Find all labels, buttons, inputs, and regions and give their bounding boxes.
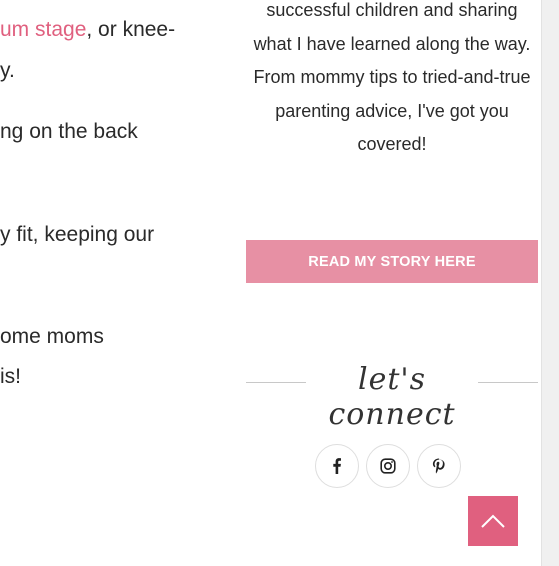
divider-line: [478, 382, 538, 383]
article-line: [0, 366, 21, 387]
instagram-button[interactable]: [366, 444, 410, 488]
article-line: [0, 19, 175, 40]
read-my-story-button[interactable]: READ MY STORY HERE: [246, 240, 538, 283]
connect-title: let's connect: [328, 362, 456, 432]
article-line: [0, 60, 15, 81]
lets-connect-heading: [246, 360, 538, 432]
social-links: [315, 444, 475, 488]
article-link[interactable]: um stage: [0, 18, 87, 41]
facebook-icon: [329, 458, 345, 474]
pinterest-icon: [431, 458, 447, 474]
scrollbar-thumb[interactable]: [545, 0, 555, 566]
divider-line: [246, 382, 306, 383]
article-line-text: is!: [0, 365, 21, 388]
bio-text: successful children and sharing what I have learned along the way. From mommy tips to tried-and-true parenting advice, I've got you covered!: [253, 0, 531, 154]
back-to-top-button[interactable]: [468, 496, 518, 546]
article-line-text: y fit, keeping our: [0, 223, 155, 246]
article-line-text: , or knee-: [86, 18, 176, 41]
instagram-icon: [380, 458, 396, 474]
article-line: [0, 326, 104, 347]
article-line: [0, 224, 154, 245]
article-line-text: ome moms: [0, 325, 104, 348]
scrollbar[interactable]: [541, 0, 559, 566]
pinterest-button[interactable]: [417, 444, 461, 488]
chevron-up-icon: [481, 514, 505, 528]
article-line-text: ng on the back: [0, 120, 138, 143]
article-line: [0, 121, 138, 142]
facebook-button[interactable]: [315, 444, 359, 488]
article-line-text: y.: [0, 59, 15, 82]
